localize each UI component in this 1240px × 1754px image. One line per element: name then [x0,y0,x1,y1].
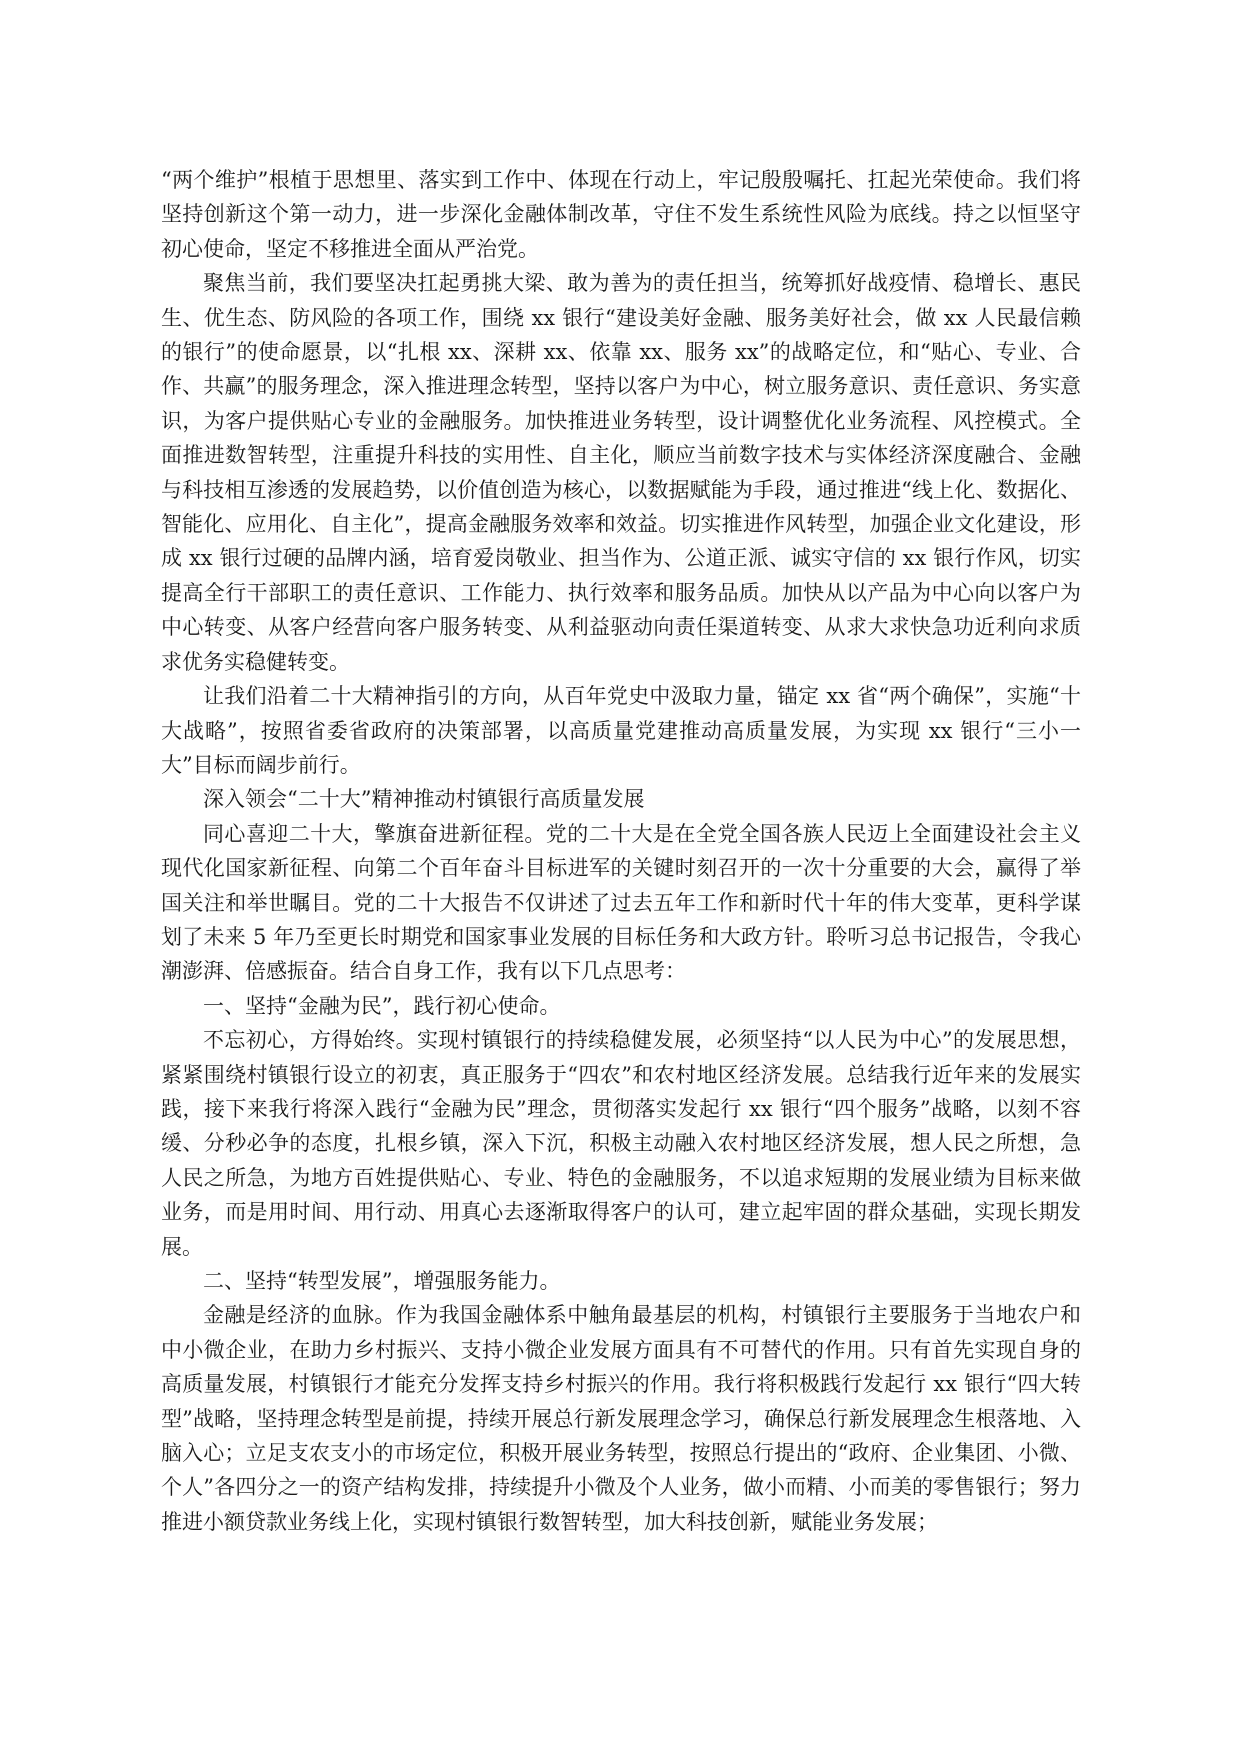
paragraph-point-two: 金融是经济的血脉。作为我国金融体系中触角最基层的机构，村镇银行主要服务于当地农户和中小微企业，在助力乡村振兴、支持小微企业发展方面具有不可替代的作用。只有首先实现自身的高质量发展，村镇银行才能充分发挥支持乡村振兴的作用。我行将积极践行发起行 xx 银行“四大转型”战略，坚持理念转型是前提，持续开展总行新发展理念学习，确保总行新发展理念生根落地、入脑入心；立足支农支小的市场定位，积极开展业务转型，按照总行提出的“政府、企业集团、小微、个人”各四分之一的资产结构发排，持续提升小微及个人业务，做小而精、小而美的零售银行；努力推进小额贷款业务线上化，实现村镇银行数智转型，加大科技创新，赋能业务发展； [161,1303,1081,1534]
document-body [161,163,1081,1539]
paragraph-closing: 让我们沿着二十大精神指引的方向，从百年党史中汲取力量，锚定 xx 省“两个确保”，实施“十大战略”，按照省委省政府的决策部署，以高质量党建推动高质量发展，为实现 xx 银行“三小一大”目标而阔步前行。 [161,684,1081,777]
paragraph-focus-current: 聚焦当前，我们要坚决扛起勇挑大梁、敢为善为的责任担当，统筹抓好战疫情、稳增长、惠民生、优生态、防风险的各项工作，围绕 xx 银行“建设美好金融、服务美好社会，做 xx 人民最信赖的银行”的使命愿景，以“扎根 xx、深耕 xx、依靠 xx、服务 xx”的战略定位，和“贴心、专业、合作、共赢”的服务理念，深入推进理念转型，坚持以客户为中心，树立服务意识、责任意识、务实意识，为客户提供贴心专业的金融服务。加快推进业务转型，设计调整优化业务流程、风控模式。全面推进数智转型，注重提升科技的实用性、自主化，顺应当前数字技术与实体经济深度融合、金融与科技相互渗透的发展趋势，以价值创造为核心，以数据赋能为手段，通过推进“线上化、数据化、智能化、应用化、自主化”，提高金融服务效率和效益。切实推进作风转型，加强企业文化建设，形成 xx 银行过硬的品牌内涵，培育爱岗敬业、担当作为、公道正派、诚实守信的 xx 银行作风，切实提高全行干部职工的责任意识、工作能力、执行效率和服务品质。加快从以产品为中心向以客户为中心转变、从客户经营向客户服务转变、从利益驱动向责任渠道转变、从求大求快急功近利向求质求优务实稳健转变。 [161,271,1081,674]
paragraph-continuation: “两个维护”根植于思想里、落实到工作中、体现在行动上，牢记殷殷嘱托、扛起光荣使命。我们将坚持创新这个第一动力，进一步深化金融体制改革，守住不发生系统性风险为底线。持之以恒坚守初心使命，坚定不移推进全面从严治党。 [161,168,1081,261]
heading-point-two: 二、坚持“转型发展”，增强服务能力。 [203,1269,561,1293]
section-title: 深入领会“二十大”精神推动村镇银行高质量发展 [203,787,645,812]
paragraph-point-one: 不忘初心，方得始终。实现村镇银行的持续稳健发展，必须坚持“以人民为中心”的发展思想，紧紧围绕村镇银行设立的初衷，真正服务于“四农”和农村地区经济发展。总结我行近年来的发展实践，接下来我行将深入践行“金融为民”理念，贯彻落实发起行 xx 银行“四个服务”战略，以刻不容缓、分秒必争的态度，扎根乡镇，深入下沉，积极主动融入农村地区经济发展，想人民之所想，急人民之所急，为地方百姓提供贴心、专业、特色的金融服务，不以追求短期的发展业绩为目标来做业务，而是用时间、用行动、用真心去逐渐取得客户的认可，建立起牢固的群众基础，实现长期发展。 [161,1028,1081,1259]
paragraph-intro: 同心喜迎二十大，擎旗奋进新征程。党的二十大是在全党全国各族人民迈上全面建设社会主义现代化国家新征程、向第二个百年奋斗目标进军的关键时刻召开的一次十分重要的大会，赢得了举国关注和举世瞩目。党的二十大报告不仅讲述了过去五年工作和新时代十年的伟大变革，更科学谋划了未来 5 年乃至更长时期党和国家事业发展的目标任务和大政方针。聆听习总书记报告，令我心潮澎湃、倍感振奋。结合自身工作，我有以下几点思考： [161,821,1081,984]
heading-point-one: 一、坚持“金融为民”，践行初心使命。 [203,993,561,1018]
